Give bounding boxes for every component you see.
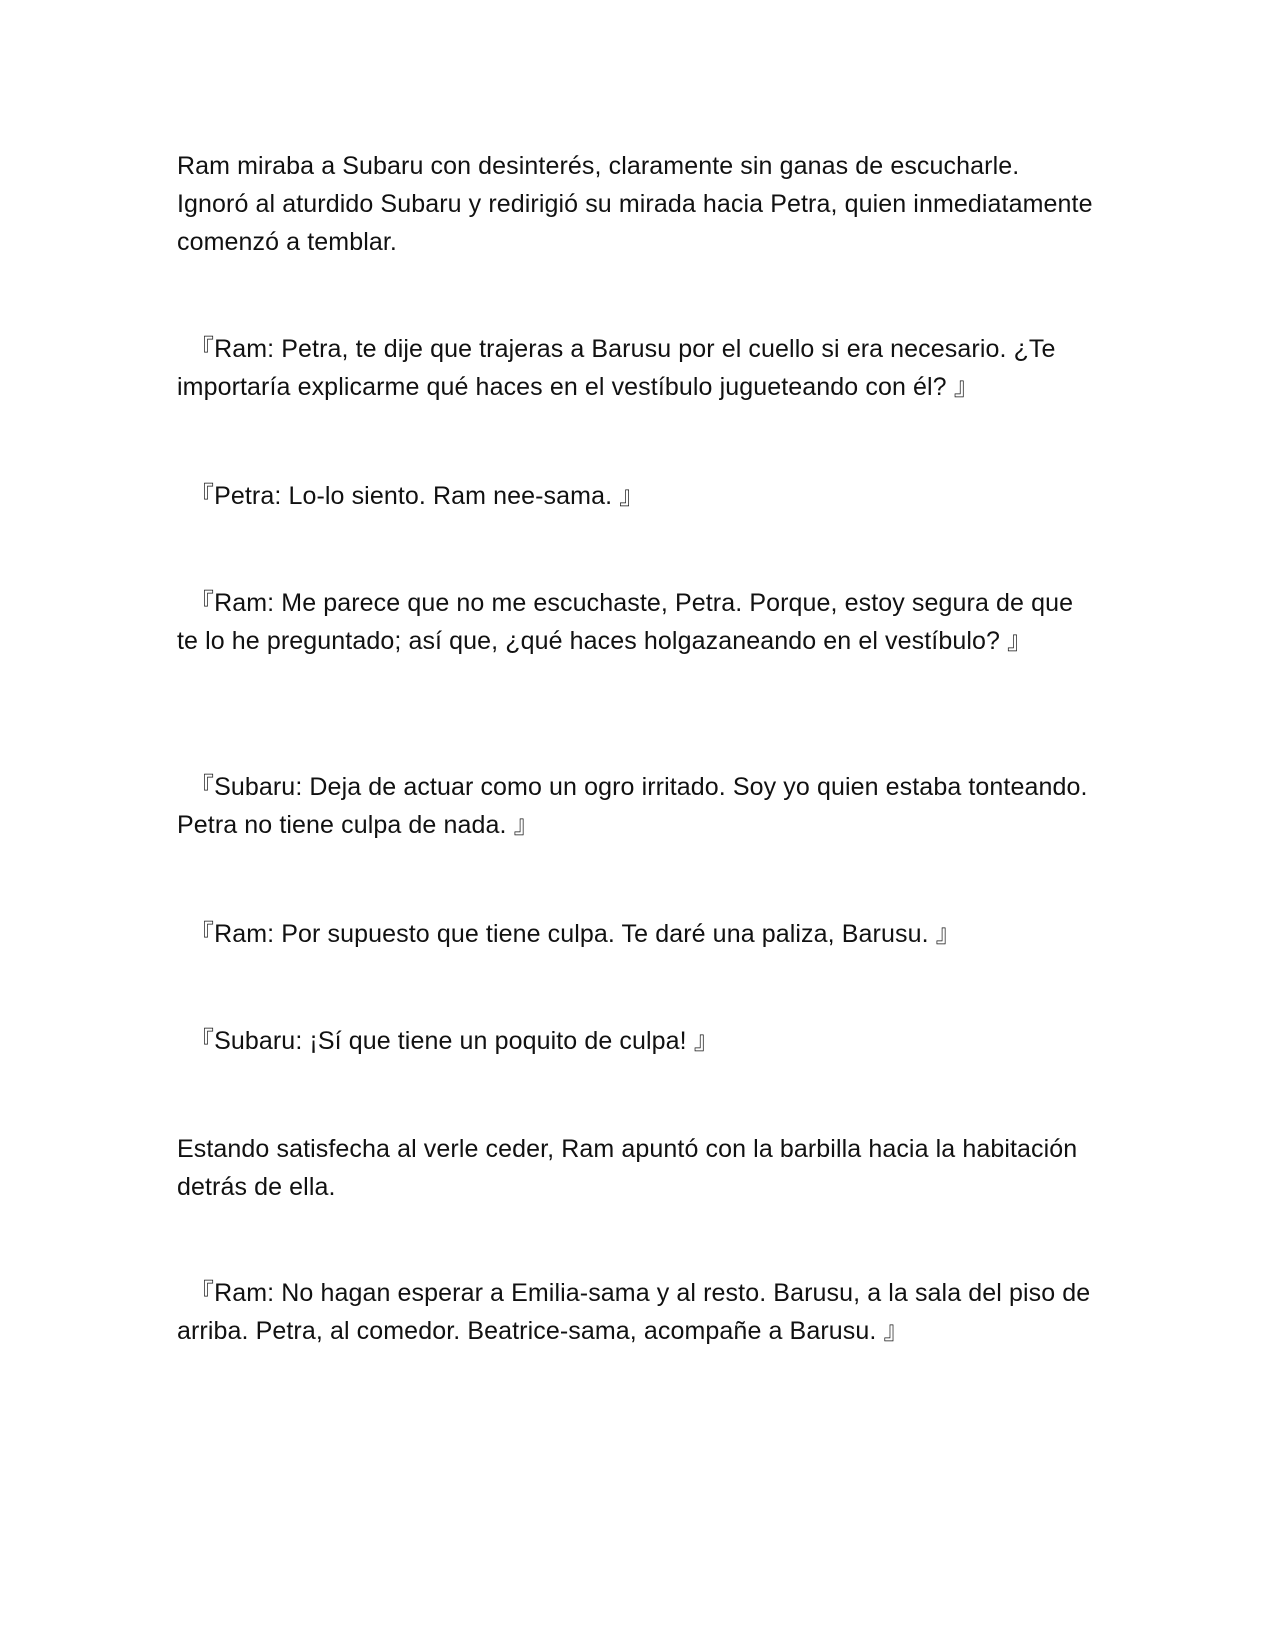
dialogue-line-ram: 『Ram: Petra, te dije que trajeras a Barusu por el cuello si era necesario. ¿Te importaría explicarme qué haces en el vestíbulo jugueteando con él? 』: [177, 335, 1056, 401]
dialogue-line-ram: 『Ram: No hagan esperar a Emilia-sama y al resto. Barusu, a la sala del piso de arriba. Petra, al comedor. Beatrice-sama, acompañe a Barusu. 』: [177, 1279, 1091, 1345]
narration-paragraph: Ram miraba a Subaru con desinterés, claramente sin ganas de escucharle. Ignoró al aturdido Subaru y redirigió su mirada hacia Petra, quien inmediatamente comenzó a temblar.: [177, 152, 1093, 256]
dialogue-line-petra: 『Petra: Lo-lo siento. Ram nee-sama. 』: [189, 482, 645, 510]
dialogue-line-ram: 『Ram: Me parece que no me escuchaste, Petra. Porque, estoy segura de que te lo he preguntado; así que, ¿qué haces holgazaneando en el vestíbulo? 』: [177, 589, 1074, 655]
dialogue-line-subaru: 『Subaru: Deja de actuar como un ogro irritado. Soy yo quien estaba tonteando. Petra no tiene culpa de nada. 』: [177, 773, 1088, 839]
dialogue-line-subaru: 『Subaru: ¡Sí que tiene un poquito de culpa! 』: [189, 1027, 719, 1055]
narration-paragraph: Estando satisfecha al verle ceder, Ram apuntó con la barbilla hacia la habitación detrás de ella.: [177, 1135, 1078, 1201]
dialogue-line-ram: 『Ram: Por supuesto que tiene culpa. Te daré una paliza, Barusu. 』: [189, 920, 961, 948]
